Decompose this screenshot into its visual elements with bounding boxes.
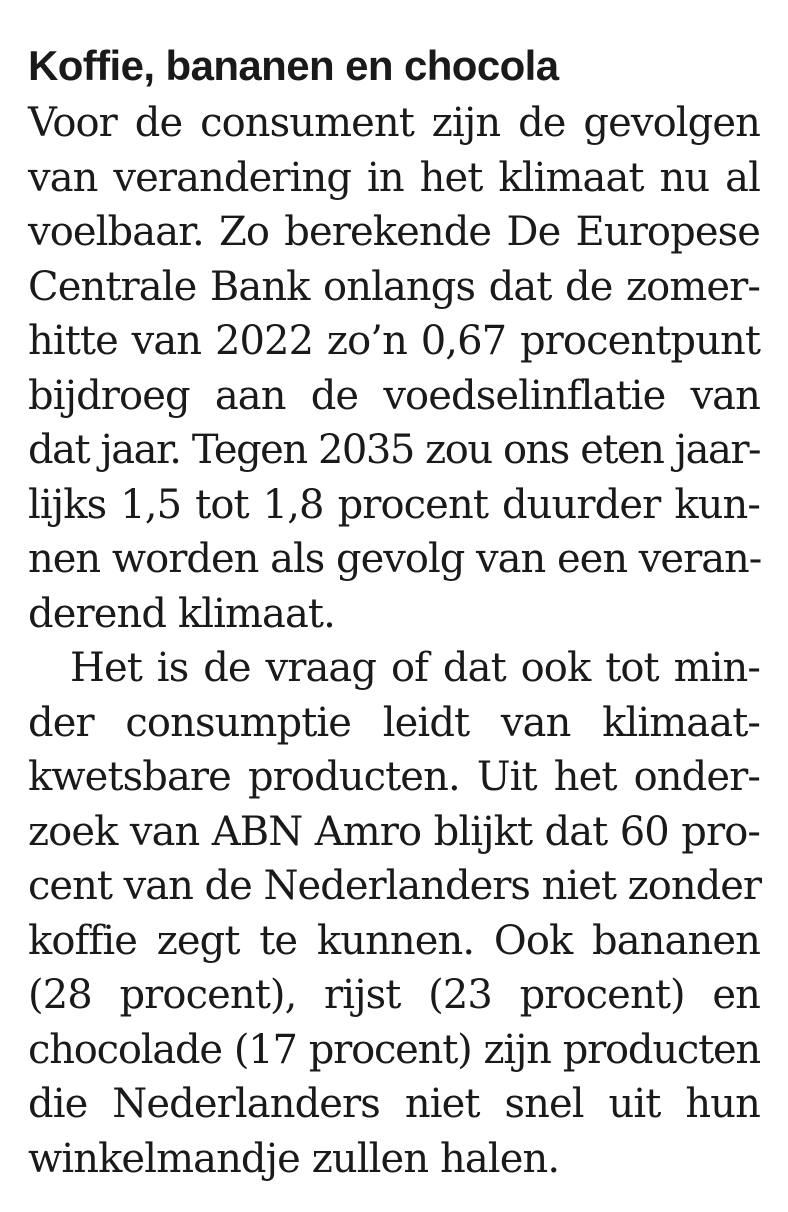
text-line: lijks 1,5 tot 1,8 procent duurder kun- [28,481,760,528]
text-line: Voor de consument zijn de gevolgen [28,100,760,146]
text-line: nen worden als gevolg van een veran- [28,536,762,582]
paragraph-2 [28,641,760,1186]
text-line: dat jaar. Tegen 2035 zou ons eten jaar- [28,427,760,473]
article-body [28,96,760,1186]
text-line: hitte van 2022 zo’n 0,67 procentpunt [28,318,760,364]
text-line: koffie zegt te kunnen. Ook bananen [28,917,760,964]
text-line: der consumptie leidt van klimaat- [28,699,760,746]
text-line: Centrale Bank onlangs dat de zomer- [28,263,760,310]
text-line: van verandering in het klimaat nu al [28,154,760,201]
article-headline: Koffie, bananen en chocola [28,42,559,89]
text-line: cent van de Nederlanders niet zonder [28,863,761,909]
text-line: (28 procent), rijst (23 procent) en [28,972,760,1018]
paragraph-1 [28,96,760,641]
text-line: voelbaar. Zo berekende De Europese [28,209,760,255]
text-line: derend klimaat. [28,590,335,637]
article [28,38,760,1186]
text-line: winkelmandje zullen halen. [28,1135,560,1182]
text-line: die Nederlanders niet snel uit hun [28,1081,760,1127]
text-line: Het is de vraag of dat ook tot min- [70,645,760,691]
text-line: zoek van ABN Amro blijkt dat 60 pro- [28,808,760,855]
text-line: chocolade (17 procent) zijn producten [28,1026,760,1073]
text-line: kwetsbare producten. Uit het onder- [28,754,760,800]
text-line: bijdroeg aan de voedselinflatie van [28,372,760,419]
